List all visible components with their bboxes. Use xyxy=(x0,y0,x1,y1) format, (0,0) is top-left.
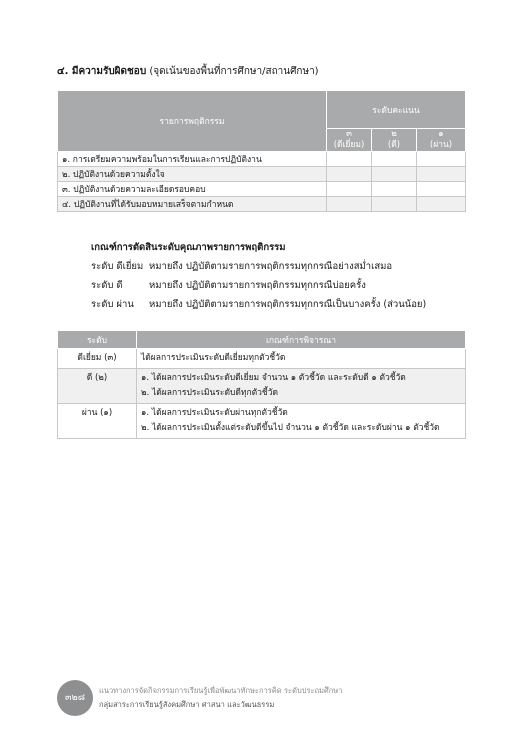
behavior-item: ๔. ปฏิบัติงานที่ได้รับมอบหมายเสร็จตามกำหนด xyxy=(58,197,327,212)
score-cell[interactable] xyxy=(372,182,417,197)
behavior-table xyxy=(57,90,466,212)
criteria-desc: หมายถึง ปฏิบัติตามรายการพฤติกรรมทุกกรณีอย่างสม่ำเสมอ xyxy=(149,261,393,272)
criteria-label: ระดับ ดีเยี่ยม xyxy=(91,261,144,272)
score-col-num: ๒ xyxy=(391,129,397,139)
section-title-main: ๔. มีความรับผิดชอบ xyxy=(57,66,147,77)
behavior-item: ๓. ปฏิบัติงานด้วยความละเอียดรอบคอบ xyxy=(58,182,327,197)
score-col-label: (ดีเยี่ยม) xyxy=(333,140,365,150)
level-cell: ผ่าน (๑) xyxy=(58,404,137,439)
score-cell[interactable] xyxy=(417,197,466,212)
score-cell[interactable] xyxy=(327,197,372,212)
score-col-num: ๑ xyxy=(438,129,444,139)
score-col-header xyxy=(372,129,417,152)
criteria-col-header: เกณฑ์การพิจารณา xyxy=(137,331,466,349)
score-cell[interactable] xyxy=(372,197,417,212)
behavior-item: ๑. การเตรียมความพร้อมในการเรียนและการปฏิบัติงาน xyxy=(58,152,327,167)
criteria-desc: หมายถึง ปฏิบัติตามรายการพฤติกรรมทุกกรณีบ่อยครั้ง xyxy=(149,280,366,291)
criteria-cell xyxy=(137,404,466,439)
score-group-header: ระดับคะแนน xyxy=(327,91,466,129)
behavior-col-header: รายการพฤติกรรม xyxy=(58,91,327,152)
criteria-cell xyxy=(137,369,466,404)
criteria-item xyxy=(91,295,426,314)
criteria-heading: เกณฑ์การตัดสินระดับคุณภาพรายการพฤติกรรม xyxy=(91,242,286,253)
page-number-badge: ๓๒๘ xyxy=(57,680,93,716)
table-row xyxy=(58,197,466,212)
behavior-item: ๒. ปฏิบัติงานด้วยความตั้งใจ xyxy=(58,167,327,182)
score-col-num: ๓ xyxy=(346,129,352,139)
section-title xyxy=(57,64,319,79)
score-cell[interactable] xyxy=(327,152,372,167)
level-cell: ดีเยี่ยม (๓) xyxy=(58,349,137,369)
score-cell[interactable] xyxy=(417,167,466,182)
score-col-label: (ผ่าน) xyxy=(429,140,453,150)
level-table xyxy=(57,330,466,439)
score-col-label: (ดี) xyxy=(387,140,401,150)
score-col-header xyxy=(327,129,372,152)
criteria-line: ๒. ได้ผลการประเมินตั้งแต่ระดับดีขึ้นไป จำนวน ๑ ตัวชี้วัด และระดับผ่าน ๑ ตัวชี้วัด xyxy=(141,423,440,433)
score-cell[interactable] xyxy=(417,182,466,197)
page-footer xyxy=(57,680,477,716)
score-cell[interactable] xyxy=(372,167,417,182)
score-cell[interactable] xyxy=(372,152,417,167)
criteria-label: ระดับ ดี xyxy=(91,280,123,291)
criteria-desc: หมายถึง ปฏิบัติตามรายการพฤติกรรมทุกกรณีเป็นบางครั้ง (ส่วนน้อย) xyxy=(149,299,427,310)
score-cell[interactable] xyxy=(417,152,466,167)
criteria-block xyxy=(91,238,426,314)
table-row xyxy=(58,349,466,369)
table-row xyxy=(58,404,466,439)
section-title-note: (จุดเน้นของพื้นที่การศึกษา/สถานศึกษา) xyxy=(146,66,319,77)
table-row xyxy=(58,369,466,404)
criteria-line: ๑. ได้ผลการประเมินระดับดีเยี่ยม จำนวน ๑ ตัวชี้วัด และระดับดี ๑ ตัวชี้วัด xyxy=(141,373,406,383)
criteria-cell xyxy=(137,349,466,369)
level-col-header: ระดับ xyxy=(58,331,137,349)
criteria-line: ได้ผลการประเมินระดับดีเยี่ยมทุกตัวชี้วัด xyxy=(141,353,286,363)
criteria-item xyxy=(91,257,426,276)
level-cell: ดี (๒) xyxy=(58,369,137,404)
score-col-header xyxy=(417,129,466,152)
score-cell[interactable] xyxy=(327,182,372,197)
score-cell[interactable] xyxy=(327,167,372,182)
footer-subject: กลุ่มสาระการเรียนรู้สังคมศึกษา ศาสนา และวัฒนธรรม xyxy=(99,700,275,709)
criteria-item xyxy=(91,276,426,295)
table-row xyxy=(58,167,466,182)
footer-book-title: แนวทางการจัดกิจกรรมการเรียนรู้เพื่อพัฒนาทักษะการคิด ระดับประถมศึกษา xyxy=(99,686,343,695)
criteria-label: ระดับ ผ่าน xyxy=(91,299,134,310)
criteria-line: ๑. ได้ผลการประเมินระดับผ่านทุกตัวชี้วัด xyxy=(141,408,288,418)
table-row xyxy=(58,152,466,167)
table-row xyxy=(58,182,466,197)
criteria-line: ๒. ได้ผลการประเมินระดับดีทุกตัวชี้วัด xyxy=(141,388,278,398)
